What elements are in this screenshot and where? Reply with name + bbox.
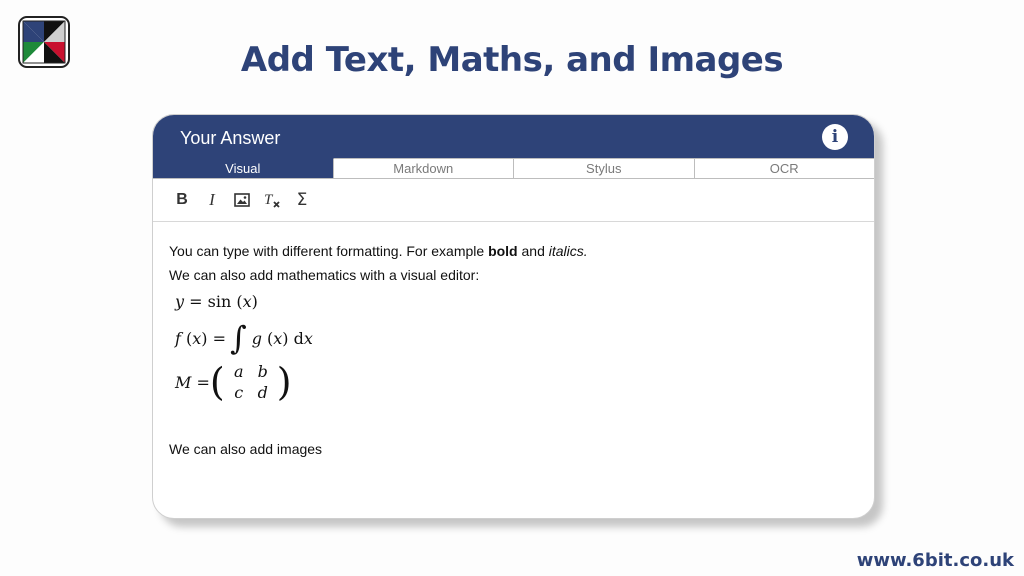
bold-button[interactable]: B xyxy=(176,191,188,208)
website-url: www.6bit.co.uk xyxy=(856,550,1014,571)
clear-format-icon xyxy=(263,192,281,208)
matrix xyxy=(227,362,275,402)
text-line-images: We can also add images xyxy=(169,441,323,457)
text-line-math-intro: We can also add mathematics with a visual editor: xyxy=(169,267,480,283)
answer-panel xyxy=(152,114,875,519)
clear-format-glyph: T xyxy=(264,192,273,208)
eq1-lhs: y xyxy=(175,292,185,311)
eq2-arg: x xyxy=(192,328,202,348)
eq1-arg: x xyxy=(242,292,252,311)
equation-matrix[interactable] xyxy=(175,358,858,406)
eq2-gfn: g xyxy=(251,328,262,348)
text-and: and xyxy=(517,243,549,259)
matrix-cell: d xyxy=(257,383,268,402)
eq2-equals: = xyxy=(212,328,227,348)
slide-title: Add Text, Maths, and Images xyxy=(240,40,784,80)
eq2-garg: x xyxy=(273,328,283,348)
equation-integral[interactable]: f ( x ) = ∫ g ( x ) d x xyxy=(175,319,313,357)
eq2-fn: f xyxy=(175,328,181,348)
eq2-d: d xyxy=(293,328,304,348)
matrix-cell: b xyxy=(257,362,268,381)
tab-stylus[interactable]: Stylus xyxy=(514,158,695,178)
text-bold: bold xyxy=(488,243,518,259)
matrix-cell: c xyxy=(234,383,244,402)
panel-title: Your Answer xyxy=(180,128,281,148)
matrix-left-paren: ( xyxy=(209,360,225,404)
eq3-lhs: M xyxy=(175,372,192,392)
equation-sine[interactable]: y = sin (x) xyxy=(175,292,258,311)
matrix-right-paren: ) xyxy=(276,360,292,404)
text-line-formatting xyxy=(169,242,858,266)
integral-sign: ∫ xyxy=(230,319,247,357)
tab-ocr[interactable]: OCR xyxy=(695,158,875,178)
eq2-dvar: x xyxy=(303,328,313,348)
formula-button[interactable]: Σ xyxy=(296,190,308,210)
eq3-equals: = xyxy=(196,372,210,392)
image-icon xyxy=(234,193,250,207)
text-italic: italics. xyxy=(548,243,588,259)
eq1-equals: = xyxy=(189,292,203,311)
insert-image-button[interactable] xyxy=(227,187,257,213)
editor-content[interactable] xyxy=(153,222,874,484)
tab-visual[interactable]: Visual xyxy=(153,158,334,178)
info-icon[interactable]: i xyxy=(822,124,848,150)
matrix-cell: a xyxy=(233,362,244,381)
formatting-toolbar xyxy=(153,179,874,222)
panel-header xyxy=(153,115,874,158)
italic-button[interactable]: I xyxy=(209,190,215,209)
eq1-fn: sin xyxy=(207,292,232,311)
editor-tabs xyxy=(153,158,874,179)
text-plain: You can type with different formatting. For example xyxy=(169,243,489,259)
tab-markdown[interactable]: Markdown xyxy=(334,158,515,178)
clear-format-button[interactable] xyxy=(257,187,287,213)
